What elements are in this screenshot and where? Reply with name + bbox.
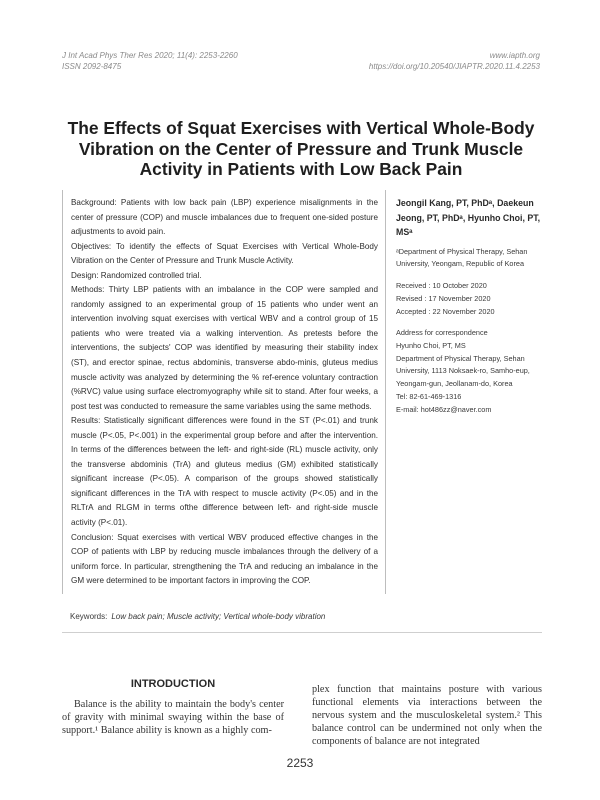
title-line: Activity in Patients with Low Back Pain (139, 159, 463, 179)
correspondence-heading: Address for correspondence (396, 328, 488, 338)
accepted-date: Accepted : 22 November 2020 (396, 306, 495, 316)
doi-link[interactable]: https://doi.org/10.20540/JIAPTR.2020.11.4.2253 (368, 62, 540, 71)
article-title (62, 118, 540, 180)
section-heading-introduction: INTRODUCTION (130, 678, 216, 690)
issn: ISSN 2092-8475 (62, 62, 122, 71)
correspondence-email[interactable]: E-mail: hot486zz@naver.com (396, 404, 492, 414)
website-link[interactable]: www.iapth.org (489, 51, 540, 60)
received-date: Received : 10 October 2020 (396, 281, 487, 291)
title-line: Vibration on the Center of Pressure and Trunk Muscle (78, 138, 524, 159)
journal-citation: J Int Acad Phys Ther Res 2020; 11(4): 2253-2260 (62, 51, 238, 60)
abstract-box (62, 190, 386, 594)
abstract-objectives: Objectives: To identify the effects of Squat Exercises with Vertical Whole-Body Vibration on the Center of Pressure and Trunk Muscle Activity. (71, 241, 378, 266)
page-number: 2253 (286, 756, 314, 770)
abstract-conclusion: Conclusion: Squat exercises with vertical WBV produced effective changes in the COP of patients with LBP by reducing muscle imbalances through the delivery of a uniform force. In particular, strengthening the TrA and reducing an imbalance in the GM were determined to be important factors in improving the COP. (71, 532, 378, 586)
abstract-design: Design: Randomized controlled trial. (71, 270, 202, 280)
keywords-label: Keywords: (70, 612, 108, 621)
author-list: Jeongil Kang, PT, PhDᵃ, Daekeun Jeong, PT, PhDᵃ, Hyunho Choi, PT, MSᵃ (396, 198, 541, 238)
intro-text-right: plex function that maintains posture with various functional elements via interactions between the nervous system and the musculoskeletal system.² This balance control can be undermined not only when the components of balance are not integrated (312, 684, 542, 748)
abstract-results: Results: Statistically significant differences were found in the ST (P<.01) and trunk muscle (P<.05, P<.001) in the experimental group before and after the intervention. In terms of the differences between the left- and right-side (RL) muscle activity, only the transverse abdominis (TrA) and gluteus medius (GM) exhibited statistically significant increase (P<.05). A comparison of the groups showed statistically significant differences in the TrA with respect to muscle activity (P<.05) and in the RLTrA and RLGM in terms ofthe difference between left- and right-side muscle activity (P<.01). (71, 416, 378, 528)
revised-date: Revised : 17 November 2020 (396, 293, 491, 303)
abstract-background: Background: Patients with low back pain (LBP) experience misalignments in the center of pressure (COP) and muscle imbalances due to frequent one-sided posture adjustments to avoid pain. (71, 198, 378, 237)
keywords-value: Low back pain; Muscle activity; Vertical whole-body vibration (111, 612, 326, 621)
section-divider (62, 632, 542, 633)
affiliation: ᵃDepartment of Physical Therapy, Sehan University, Yeongam, Republic of Korea (396, 246, 528, 269)
intro-text-left: Balance is the ability to maintain the body's center of gravity with minimal swaying within the base of support.¹ Balance ability is known as a highly com- (62, 699, 284, 737)
keywords (70, 612, 325, 621)
correspondence-name: Hyunho Choi, PT, MS (396, 341, 466, 350)
journal-links (369, 50, 540, 72)
author-sidebar (396, 196, 546, 416)
correspondence-tel: Tel: 82-61-469-1316 (396, 391, 462, 401)
correspondence-address: Department of Physical Therapy, Sehan University, 1113 Noksaek-ro, Samho-eup, Yeongam-gun, Jeollanam-do, Korea (396, 353, 530, 389)
journal-info (62, 50, 238, 72)
abstract-methods: Methods: Thirty LBP patients with an imbalance in the COP were sampled and randomly assigned to an experimental group of 15 patients who under went an intervention involving squat exercises with vertical WBV and a control group of 15 patients who were treated via a walking intervention. As pretests before the interventions, the subjects' COP was identified by measuring their stability index (ST), and erector spinae, rectus abdominis, transverse abdo-minis, gluteus medius muscle activity was analyzed by determining the % ref-erence voluntary contraction (%RVC) value using surface electromyography while sit to stand. After four weeks, a post test was conducted to remeasure the same variables using the same methods. (71, 285, 378, 411)
title-line: The Effects of Squat Exercises with Vertical Whole-Body (67, 118, 535, 138)
